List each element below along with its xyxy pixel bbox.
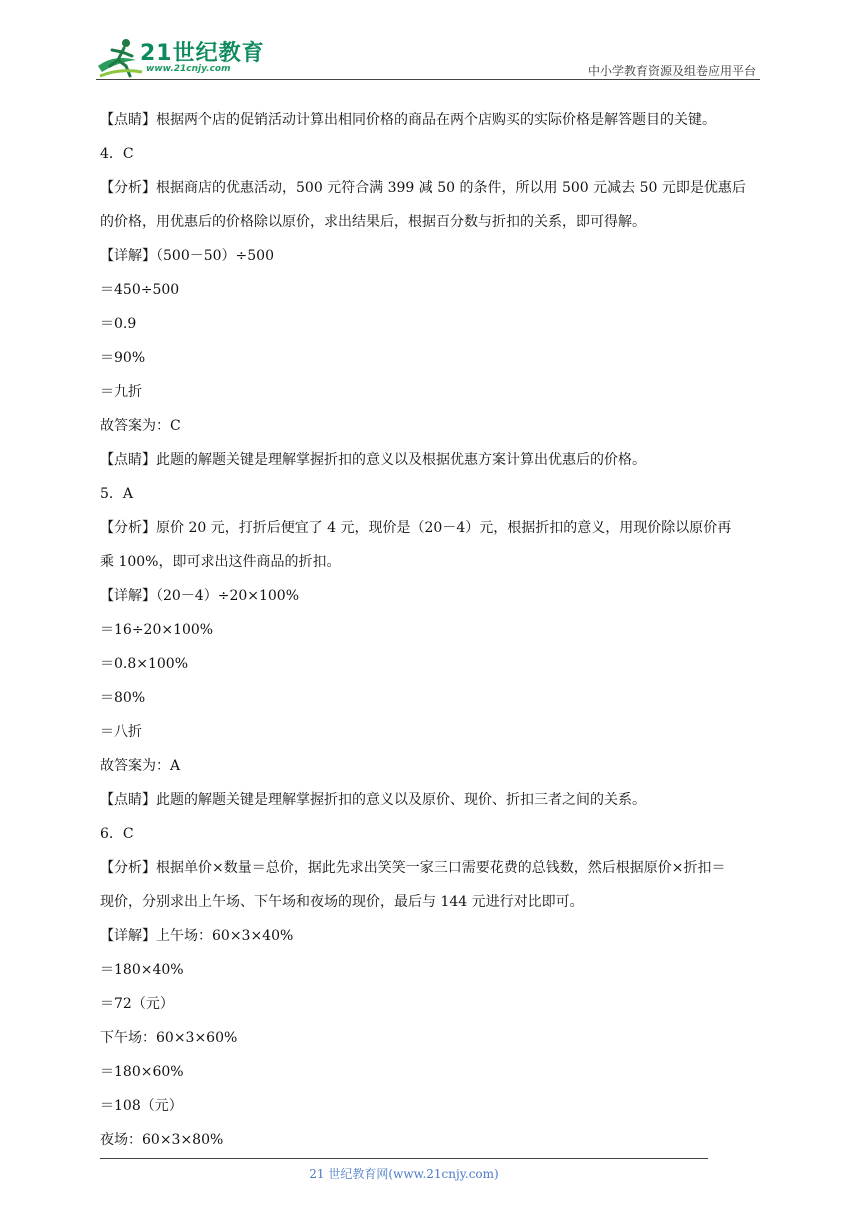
footer-divider <box>100 1158 708 1159</box>
text-line: ＝450÷500 <box>100 282 180 298</box>
text-line: 乘 100%，即可求出这件商品的折扣。 <box>100 554 341 570</box>
text-line: 【详解】（20－4）÷20×100% <box>100 588 300 604</box>
text-line: 现价，分别求出上午场、下午场和夜场的现价，最后与 144 元进行对比即可。 <box>100 894 584 910</box>
logo-text: 21世纪教育 <box>140 41 265 66</box>
text-line: 【点睛】此题的解题关键是理解掌握折扣的意义以及原价、现价、折扣三者之间的关系。 <box>100 792 646 808</box>
header-divider <box>96 79 760 80</box>
text-line: 下午场：60×3×60% <box>100 1030 238 1046</box>
question-number: 5．A <box>100 486 134 502</box>
text-line: ＝16÷20×100% <box>100 622 214 638</box>
question-number: 4．C <box>100 146 134 162</box>
text-line: ＝0.9 <box>100 316 137 332</box>
text-line: ＝72（元） <box>100 996 174 1012</box>
solution-content <box>100 103 764 1157</box>
text-line: 【分析】根据商店的优惠活动，500 元符合满 399 减 50 的条件，所以用 500 元减去 50 元即是优惠后 <box>100 180 746 196</box>
text-line: ＝90% <box>100 350 146 366</box>
text-line: ＝180×60% <box>100 1064 184 1080</box>
logo-url: www.21cnjy.com <box>146 64 231 74</box>
answer-line: 故答案为：C <box>100 418 181 434</box>
text-line: ＝九折 <box>100 384 142 400</box>
text-line: ＝108（元） <box>100 1098 183 1114</box>
text-line: ＝0.8×100% <box>100 656 189 672</box>
text-line: ＝80% <box>100 690 146 706</box>
text-line: 【详解】上午场：60×3×40% <box>100 928 294 944</box>
text-line: 【点睛】此题的解题关键是理解掌握折扣的意义以及根据优惠方案计算出优惠后的价格。 <box>100 452 646 468</box>
text-line: ＝180×40% <box>100 962 184 978</box>
text-line: ＝八折 <box>100 724 142 740</box>
platform-title: 中小学教育资源及组卷应用平台 <box>587 64 756 78</box>
runner-logo-icon <box>96 36 144 80</box>
footer-text: 21 世纪教育网(www.21cnjy.com) <box>309 1167 499 1181</box>
text-line: 的价格，用优惠后的价格除以原价，求出结果后，根据百分数与折扣的关系，即可得解。 <box>100 214 646 230</box>
text-line: 【分析】根据单价×数量＝总价，据此先求出笑笑一家三口需要花费的总钱数，然后根据原价×折扣＝ <box>100 860 726 876</box>
answer-line: 故答案为：A <box>100 758 181 774</box>
text-line: 夜场：60×3×80% <box>100 1132 224 1148</box>
question-number: 6．C <box>100 826 134 842</box>
text-line: 【点睛】根据两个店的促销活动计算出相同价格的商品在两个店购买的实际价格是解答题目的关键。 <box>100 112 716 128</box>
logo <box>96 36 266 80</box>
page-header <box>0 0 860 90</box>
text-line: 【详解】（500－50）÷500 <box>100 248 274 264</box>
text-line: 【分析】原价 20 元，打折后便宜了 4 元，现价是（20－4）元，根据折扣的意义，用现价除以原价再 <box>100 520 732 536</box>
